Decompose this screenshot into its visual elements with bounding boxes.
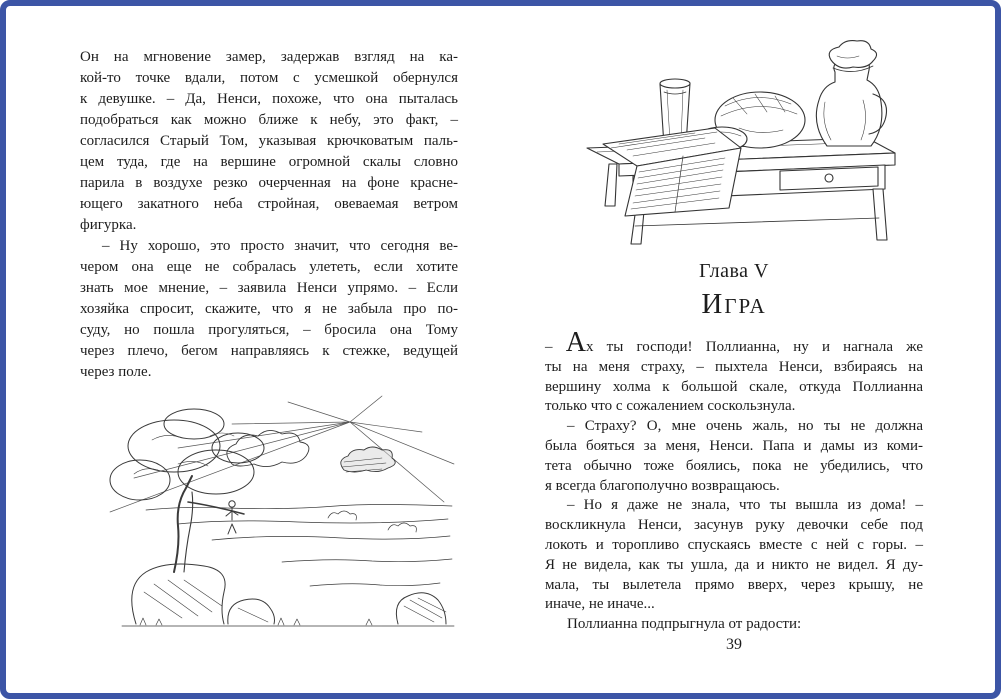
left-page-text [80,47,458,383]
text-line: чером она еще не собралась улететь, если хотите [80,259,458,275]
text-line: подобраться как можно ближе к небу, это факт, – [80,112,458,128]
text-line: через плечо, бегом направляясь к стежке, ведущей [80,343,458,359]
text-line: я всегда благополучно возвращаюсь. [545,477,780,494]
girl-figure-icon [226,501,238,534]
chapter-heading [545,260,923,321]
sun-rays-icon [110,396,454,512]
text-line: хозяйка спросит, скажите, что я не забыла про по- [80,301,458,317]
page-number: 39 [726,636,742,653]
text-line: воскликнула Ненси, засунув руку девочки себе под [545,517,923,534]
text-line: ты на меня страху, – пыхтела Ненси, взбираясь на [545,358,923,375]
chapter-title: ИГРА [701,288,767,320]
text-line: Я не видела, как ты ушла, да и никто не видел. Я ду- [545,556,923,573]
text-line: только что с сожалением соскользнула. [545,398,796,415]
right-page-text [545,327,924,635]
text-line: локоть и торопливо спускаясь вместе с ней с горы. – [545,536,923,553]
text-line: – Ах ты господи! Поллианна, ну и нагнала же [545,327,924,358]
text-line: согласился Старый Том, указывая крючковатым паль- [80,133,458,149]
text-line: вершину холма к большой скале, откуда Поллианна [545,378,923,395]
text-line: цем туда, где на вершине огромной скалы словно [80,154,458,170]
text-line: Он на мгновение замер, задержав взгляд на ка- [80,49,458,65]
text-line: парила в воздухе резко очерченная на фоне красне- [80,175,458,191]
text-line: кой-то точке вдали, потом с усмешкой обернулся [80,70,458,86]
text-line: суду, но пошла прогуляться, – бросила она Тому [80,322,458,338]
text-line: – Но я даже не знала, что ты вышла из дома! – [567,497,923,514]
tree-icon [110,409,264,572]
text-line: – Ну хорошо, это просто значит, что сегодня ве- [102,238,458,254]
chapter-initial: А [565,327,586,358]
text-line: фигурка. [80,217,137,233]
text-line: иначе, не иначе... [545,596,655,613]
text-line: знать мое мнение, – заявила Ненси упрямо. – Если [80,280,458,296]
chapter-number: Глава V [699,260,769,282]
text-line: Поллианна подпрыгнула от радости: [567,616,802,633]
text-line: – Страху? О, мне очень жаль, но ты не должна [567,418,923,435]
still-life-illustration [575,36,905,248]
text-line: мала, ты вылетела прямо вверх, через крышу, не [545,576,923,593]
boulders-icon [122,564,454,626]
text-line: к девушке. – Да, Ненси, похоже, что она пыталась [80,91,458,107]
text-line: ющего закатного неба стройная, овеваемая ветром [80,196,458,212]
rock-icon [396,593,446,624]
jug-icon [816,41,886,146]
text-line: была бояться за меня, Ненси. Папа и дамы из коми- [545,437,923,454]
text-line: через поле. [80,364,152,380]
landscape-illustration [82,390,460,630]
text-line: тета обычно тоже боялись, пока не убедились, что [545,457,923,474]
